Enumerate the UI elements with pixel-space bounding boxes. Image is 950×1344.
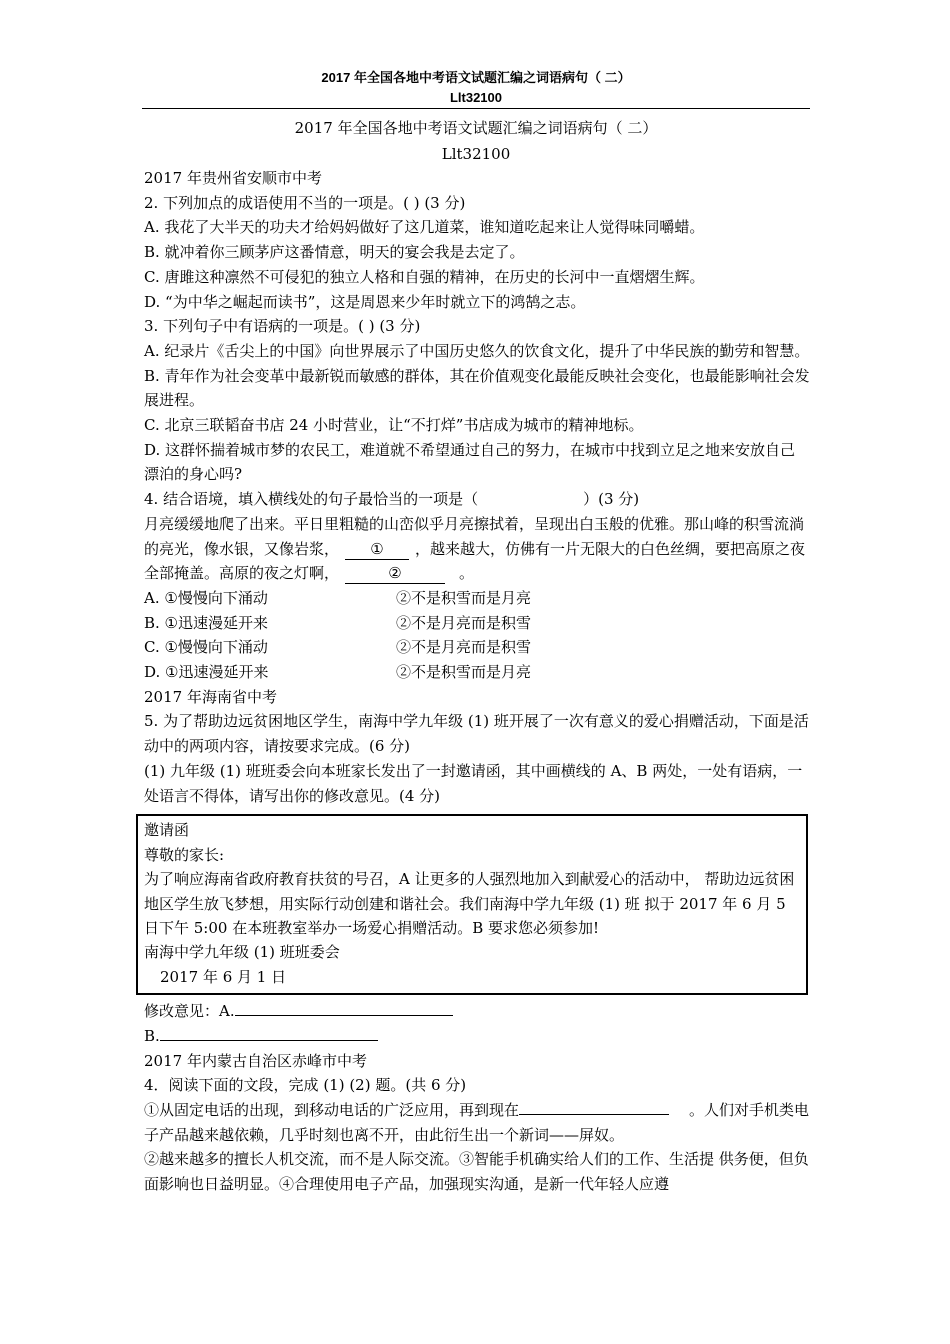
letter-signature: 南海中学九年级 (1) 班班委会 bbox=[144, 943, 340, 962]
option-row bbox=[144, 635, 810, 660]
reading-passage: ②越来越多的擅长人机交流，而不是人际交流。③智能手机确实给人们的工作、生活提 供务便，但负面影响也日益明显。④合理使用电子产品，加强现实沟通，是新一代年轻人应遵 bbox=[144, 1150, 809, 1194]
document-subtitle: Llt32100 bbox=[441, 145, 511, 163]
question-option: D. 这群怀揣着城市梦的农民工，难道就不希望通过自己的努力，在城市中找到立足之地来安放自己漂泊的身心吗? bbox=[144, 440, 796, 484]
option-row bbox=[144, 586, 810, 611]
answer-blank[interactable] bbox=[160, 1040, 378, 1041]
question-option: C. 北京三联韬奋书店 24 小时营业，让“不打烊”书店成为城市的精神地标。 bbox=[144, 416, 644, 435]
reading-passage bbox=[144, 1098, 810, 1147]
question-option: C. 唐雎这种凛然不可侵犯的独立人格和自强的精神，在历史的长河中一直熠熠生辉。 bbox=[144, 267, 705, 286]
option-left: A. ①慢慢向下涌动 bbox=[144, 588, 268, 607]
page-header-subtitle: Llt32100 bbox=[449, 90, 503, 105]
option-left: B. ①迅速漫延开来 bbox=[144, 613, 269, 632]
section-heading: 2017 年海南省中考 bbox=[144, 687, 277, 706]
question-option: B. 就冲着你三顾茅庐这番情意，明天的宴会我是去定了。 bbox=[144, 243, 525, 262]
question-stem-score: ）(3 分) bbox=[583, 490, 640, 509]
header-divider bbox=[142, 108, 810, 109]
question-stem: 2. 下列加点的成语使用不当的一项是。( ) (3 分) bbox=[144, 193, 466, 212]
letter-salutation: 尊敬的家长: bbox=[144, 845, 225, 864]
fill-blank[interactable] bbox=[519, 1114, 669, 1115]
question-stem: 3. 下列句子中有语病的一项是。( ) (3 分) bbox=[144, 317, 421, 336]
section-heading: 2017 年内蒙古自治区赤峰市中考 bbox=[144, 1051, 367, 1070]
answer-line-a bbox=[144, 999, 810, 1024]
question-option: A. 我花了大半天的功夫才给妈妈做好了这几道菜，谁知道吃起来让人觉得味同嚼蜡。 bbox=[144, 218, 705, 237]
passage-text: 。 bbox=[459, 564, 475, 583]
answer-label: B. bbox=[144, 1026, 160, 1045]
letter-title: 邀请函 bbox=[144, 821, 190, 840]
invitation-letter-box bbox=[136, 814, 808, 995]
document-body bbox=[144, 166, 810, 1197]
page-header bbox=[142, 68, 810, 108]
option-row bbox=[144, 660, 810, 685]
option-right: ②不是积雪而是月亮 bbox=[396, 663, 532, 682]
question-stem: 5. 为了帮助边远贫困地区学生，南海中学九年级 (1) 班开展了一次有意义的爱心捐赠活动，下面是活动中的两项内容，请按要求完成。(6 分) bbox=[144, 712, 809, 756]
answer-label: 修改意见：A. bbox=[144, 1002, 235, 1021]
passage-text: ，越来越大，仿佛有一片无限大的白色丝绸，要把高原之夜全部掩盖。高原的夜之灯啊， bbox=[144, 539, 806, 583]
option-left: C. ①慢慢向下涌动 bbox=[144, 638, 268, 657]
answer-line-b bbox=[144, 1024, 810, 1049]
option-right: ②不是积雪而是月亮 bbox=[396, 588, 532, 607]
letter-date: 2017 年 6 月 1 日 bbox=[160, 967, 287, 986]
passage-text: 月亮缓缓地爬了出来。平日里粗糙的山峦似乎月亮擦拭着，呈现出白玉般的优雅。那山峰的积雪流淌的亮光，像水银，又像岩浆， bbox=[144, 514, 805, 558]
page-header-title: 2017 年全国各地中考语文试题汇编之词语病句（ 二） bbox=[321, 70, 631, 85]
question-option: B. 青年作为社会变革中最新锐而敏感的群体，其在价值观变化最能反映社会变化，也最能影响社会发展进程。 bbox=[144, 366, 810, 410]
question-option: A. 纪录片《舌尖上的中国》向世界展示了中国历史悠久的饮食文化，提升了中华民族的勤劳和智慧。 bbox=[144, 341, 810, 360]
fill-blank: ① bbox=[345, 539, 409, 560]
option-right: ②不是月亮而是积雪 bbox=[396, 638, 532, 657]
question-option: D. “为中华之崛起而读书”，这是周恩来少年时就立下的鸿鹄之志。 bbox=[144, 292, 586, 311]
fill-blank: ② bbox=[345, 563, 445, 584]
question-stem: 4．阅读下面的文段，完成 (1) (2) 题。(共 6 分) bbox=[144, 1076, 467, 1095]
question-stem bbox=[144, 487, 810, 512]
letter-body: 为了响应海南省政府教育扶贫的号召，A 让更多的人强烈地加入到献爱心的活动中， 帮助边远贫困地区学生放飞梦想，用实际行动创建和谐社会。我们南海中学九年级 (1) 班 拟于 2017 年 6 月 5 日下午 5:00 在本班教室举办一场爱心捐赠活动。B 要求您必须参加! bbox=[144, 870, 795, 937]
answer-blank[interactable] bbox=[235, 1015, 453, 1016]
section-heading: 2017 年贵州省安顺市中考 bbox=[144, 169, 322, 187]
option-row bbox=[144, 611, 810, 636]
option-right: ②不是月亮而是积雪 bbox=[396, 613, 532, 632]
option-left: D. ①迅速漫延开来 bbox=[144, 663, 269, 682]
reading-passage bbox=[144, 512, 810, 586]
sub-question: (1) 九年级 (1) 班班委会向本班家长发出了一封邀请函，其中画横线的 A、B 两处，一处有语病，一处语言不得体，请写出你的修改意见。(4 分) bbox=[144, 761, 803, 805]
passage-text: ①从固定电话的出现，到移动电话的广泛应用，再到现在 bbox=[144, 1100, 520, 1119]
document-title: 2017 年全国各地中考语文试题汇编之词语病句（ 二） bbox=[294, 119, 658, 137]
passage-text: 。人们对手机类电子产品越来越依赖，几乎时刻也离不开，由此衍生出一个新词——屏奴。 bbox=[144, 1100, 810, 1144]
question-stem-text: 4. 结合语境，填入横线处的句子最恰当的一项是（ bbox=[144, 490, 479, 509]
